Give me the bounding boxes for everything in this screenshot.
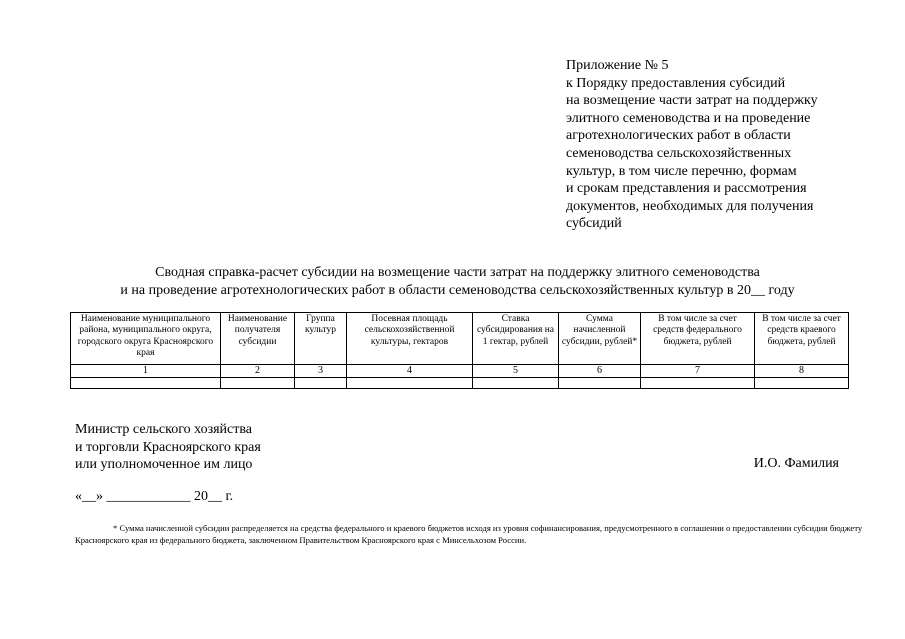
table-header-row xyxy=(71,313,849,365)
column-number: 3 xyxy=(295,365,347,378)
appendix-header xyxy=(566,57,886,233)
table-row xyxy=(71,378,849,389)
column-number: 7 xyxy=(641,365,755,378)
column-number: 1 xyxy=(71,365,221,378)
empty-cell xyxy=(295,378,347,389)
column-number: 4 xyxy=(347,365,473,378)
header-cell: В том числе за счет средств краевого бюджета, рублей xyxy=(755,313,849,365)
appendix-line: агротехнологических работ в области xyxy=(566,128,791,144)
appendix-line: на возмещение части затрат на поддержку xyxy=(566,93,818,109)
title-line-2: и на проведение агротехнологических работ в области семеноводства сельскохозяйственных культур в 20__ году xyxy=(120,283,795,299)
appendix-line: документов, необходимых для получения xyxy=(566,198,814,214)
header-cell: Ставка субсидирования на 1 гектар, рублей xyxy=(473,313,559,365)
calculation-table xyxy=(70,312,849,389)
header-cell: Группа культур xyxy=(295,313,347,365)
header-cell: Сумма начисленной субсидии, рублей* xyxy=(559,313,641,365)
empty-cell xyxy=(221,378,295,389)
header-cell: Наименование получателя субсидии xyxy=(221,313,295,365)
appendix-line: субсидий xyxy=(566,216,622,232)
appendix-line: Приложение № 5 xyxy=(566,58,669,73)
appendix-line: семеноводства сельскохозяйственных xyxy=(566,145,792,161)
empty-cell xyxy=(559,378,641,389)
column-number: 8 xyxy=(755,365,849,378)
empty-cell xyxy=(71,378,221,389)
empty-cell xyxy=(473,378,559,389)
empty-cell xyxy=(347,378,473,389)
column-number: 2 xyxy=(221,365,295,378)
document-title xyxy=(60,264,855,301)
column-number-row xyxy=(71,365,849,378)
header-cell: Наименование муниципального района, муниципального округа, городского округа Красноярского края xyxy=(71,313,221,365)
signature-line: или уполномоченное им лицо xyxy=(75,457,253,473)
signature-line: Министр сельского хозяйства xyxy=(75,422,252,437)
signatory-name: И.О. Фамилия xyxy=(753,456,839,471)
title-line-1: Сводная справка-расчет субсидии на возмещение части затрат на поддержку элитного семеноводства xyxy=(155,265,760,280)
empty-cell xyxy=(755,378,849,389)
appendix-line: культур, в том числе перечню, формам xyxy=(566,163,797,179)
signature-block xyxy=(75,421,261,474)
column-number: 6 xyxy=(559,365,641,378)
appendix-line: к Порядку предоставления субсидий xyxy=(566,75,786,91)
column-number: 5 xyxy=(473,365,559,378)
footnote-text: * Сумма начисленной субсидии распределяется на средства федерального и краевого бюджетов исходя из уровня софинансирования, предусмотренного в соглашении о предоставлении субсидии бюджету Красноярского края из федерального бюджета, заключенном Правительством Красноярского края с Минсельхозом России. xyxy=(75,523,863,545)
footnote xyxy=(75,522,863,546)
date-line: «__» ____________ 20__ г. xyxy=(75,489,234,504)
signature-line: и торговли Красноярского края xyxy=(75,439,261,455)
appendix-line: и срокам представления и рассмотрения xyxy=(566,181,807,197)
empty-cell xyxy=(641,378,755,389)
header-cell: В том числе за счет средств федерального бюджета, рублей xyxy=(641,313,755,365)
header-cell: Посевная площадь сельскохозяйственной культуры, гектаров xyxy=(347,313,473,365)
appendix-line: элитного семеноводства и на проведение xyxy=(566,110,811,126)
